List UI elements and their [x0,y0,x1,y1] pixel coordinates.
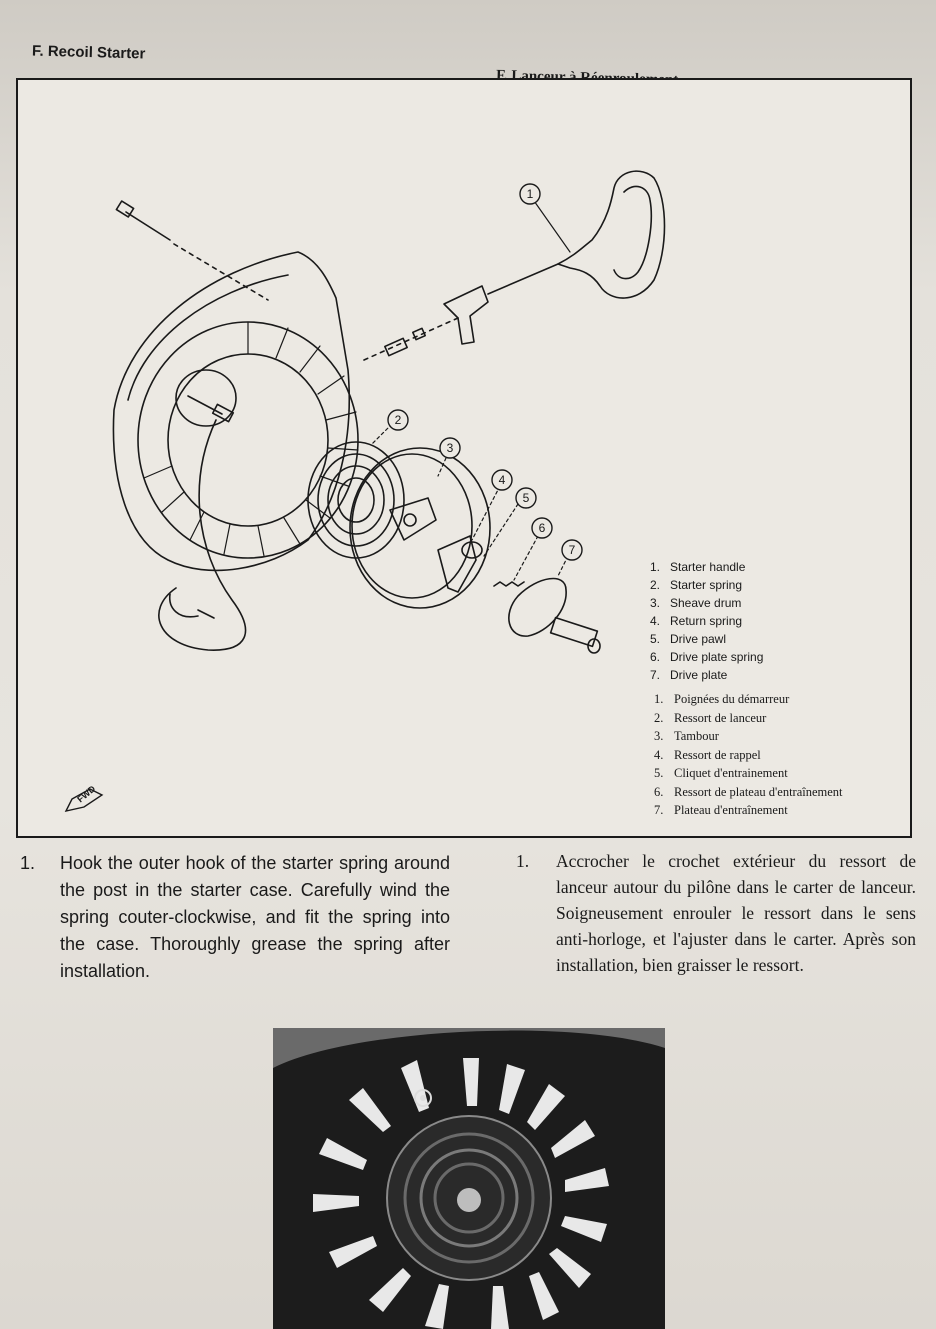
callout-7 [562,540,582,560]
legend-item: 1. Poignées du démarreur [654,692,790,706]
legend-item: 3. Tambour [654,729,719,743]
exploded-view-figure [16,78,912,838]
drive-plate-spring [494,582,524,586]
legend-french [654,690,843,820]
legend-item: 6. Drive plate spring [650,650,764,664]
callout-2 [388,410,408,430]
callout-5 [516,488,536,508]
legend-english [650,558,763,684]
hose [159,420,246,650]
legend-item: 3. Sheave drum [650,596,742,610]
drive-pawl [438,536,482,592]
instruction-step-fr [516,848,916,978]
callout-3 [440,438,460,458]
legend-item: 2. Ressort de lanceur [654,710,767,725]
starter-case-photo [273,1028,665,1329]
legend-item: 7. Plateau d'entraînement [654,803,788,817]
callout-1 [520,184,540,204]
svg-text:4: 4 [498,473,506,487]
legend-item: 1. Starter handle [650,560,746,574]
callout-4 [492,470,512,490]
legend-item: 2. Starter spring [650,578,743,592]
svg-text:7: 7 [568,543,576,557]
legend-item: 4. Return spring [650,614,743,628]
svg-text:6: 6 [538,521,546,535]
svg-text:1: 1 [526,187,534,201]
step-text: Hook the outer hook of the starter spring around the post in the starter case. Carefully wind the spring couter-clockwise, and fit the spring into the case. Thoroughly grease the spring after installation. [60,853,450,981]
legend-item: 4. Ressort de rappel [654,747,761,762]
svg-text:3: 3 [446,441,454,455]
section-title-en: F. Recoil Starter [31,42,146,63]
legend-item: 6. Ressort de plateau d'entraînement [654,784,843,799]
step-text: Accrocher le crochet extérieur du ressort de lanceur autour du pilône dans le carter de lanceur. Soigneusement enrouler le ressort dans le sens anti-horloge, et l'ajuster dans le carter. Après son installation, bien graisser le ressort. [556,851,916,975]
mounting-bolt [116,201,268,300]
callout-6 [532,518,552,538]
shaft-parts [364,264,558,360]
drive-plate [509,579,600,653]
svg-text:2: 2 [394,413,402,427]
svg-text:5: 5 [522,491,530,505]
step-number: 1. [516,851,530,871]
legend-item: 5. Cliquet d'entrainement [654,766,788,780]
fwd-label: FWD [75,783,98,805]
legend-item: 7. Drive plate [650,668,728,682]
legend-item: 5. Drive pawl [650,632,727,646]
step-number: 1. [20,853,36,873]
fwd-arrow-icon [62,785,106,811]
starter-case [113,252,358,570]
instruction-step-en [20,850,450,985]
starter-handle [558,171,665,298]
